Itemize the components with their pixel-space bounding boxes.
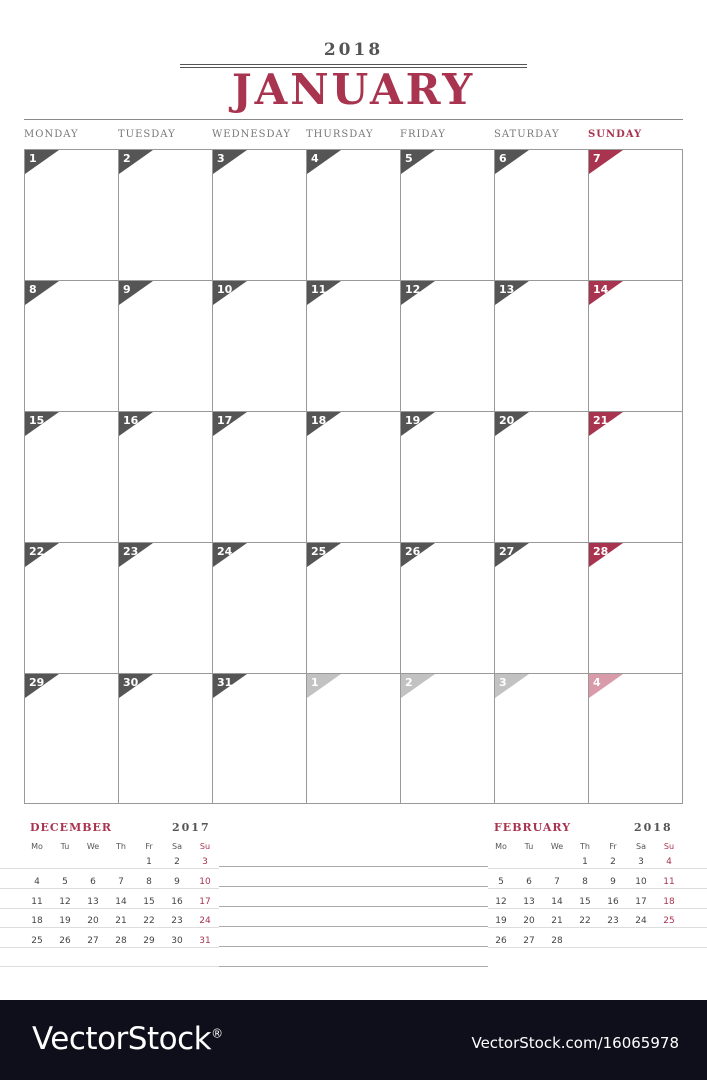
day-cell[interactable] bbox=[119, 412, 213, 543]
mini-day: 14 bbox=[115, 897, 127, 907]
mini-day: 10 bbox=[199, 877, 211, 887]
day-number: 8 bbox=[29, 283, 37, 296]
day-cell[interactable] bbox=[495, 281, 589, 412]
mini-weekday: Tu bbox=[60, 842, 70, 851]
note-line bbox=[219, 886, 488, 887]
day-cell[interactable] bbox=[25, 150, 119, 281]
day-number: 28 bbox=[593, 545, 609, 558]
day-number: 29 bbox=[29, 676, 45, 689]
mini-day: 4 bbox=[666, 857, 672, 867]
mini-day: 1 bbox=[146, 857, 152, 867]
mini-month-name: DECEMBER bbox=[30, 821, 113, 834]
mini-day: 15 bbox=[579, 897, 591, 907]
note-line bbox=[219, 926, 488, 927]
mini-day: 8 bbox=[582, 877, 588, 887]
day-number: 31 bbox=[217, 676, 233, 689]
day-number: 14 bbox=[593, 283, 609, 296]
day-number: 26 bbox=[405, 545, 421, 558]
mini-day: 20 bbox=[523, 916, 535, 926]
mini-day: 1 bbox=[582, 857, 588, 867]
day-number: 17 bbox=[217, 414, 233, 427]
day-number: 11 bbox=[311, 283, 327, 296]
mini-day: 4 bbox=[34, 877, 40, 887]
mini-day: 17 bbox=[199, 897, 211, 907]
row-separator bbox=[0, 888, 219, 889]
day-number: 27 bbox=[499, 545, 515, 558]
mini-weekday: Mo bbox=[31, 842, 43, 851]
day-number: 2 bbox=[123, 152, 131, 165]
mini-day: 2 bbox=[610, 857, 616, 867]
note-line bbox=[219, 906, 488, 907]
day-cell[interactable] bbox=[25, 543, 119, 674]
header-divider bbox=[24, 119, 683, 120]
weekday-label: TUESDAY bbox=[118, 129, 176, 140]
mini-day: 7 bbox=[554, 877, 560, 887]
mini-day: 17 bbox=[635, 897, 647, 907]
day-number: 3 bbox=[217, 152, 225, 165]
day-number: 1 bbox=[311, 676, 319, 689]
mini-day: 9 bbox=[610, 877, 616, 887]
day-cell[interactable] bbox=[213, 412, 307, 543]
mini-weekday: Fr bbox=[609, 842, 617, 851]
day-number: 1 bbox=[29, 152, 37, 165]
mini-weekday: Su bbox=[199, 842, 211, 851]
mini-day: 24 bbox=[199, 916, 211, 926]
day-cell[interactable] bbox=[495, 543, 589, 674]
mini-day: 27 bbox=[87, 936, 99, 946]
weekday-label: MONDAY bbox=[24, 129, 79, 140]
mini-weekday: Th bbox=[580, 842, 590, 851]
day-cell[interactable] bbox=[119, 150, 213, 281]
day-number: 25 bbox=[311, 545, 327, 558]
watermark-logo: VectorStock® bbox=[32, 1021, 223, 1057]
day-cell[interactable] bbox=[401, 543, 495, 674]
day-number: 7 bbox=[593, 152, 601, 165]
day-number: 4 bbox=[593, 676, 601, 689]
mini-year: 2017 bbox=[172, 821, 211, 834]
day-cell[interactable] bbox=[495, 412, 589, 543]
mini-day: 9 bbox=[174, 877, 180, 887]
mini-weekday: Tu bbox=[524, 842, 534, 851]
day-cell[interactable] bbox=[401, 674, 495, 803]
row-separator bbox=[0, 966, 219, 967]
mini-day: 15 bbox=[143, 897, 155, 907]
day-number: 20 bbox=[499, 414, 515, 427]
row-separator bbox=[488, 947, 707, 948]
mini-day: 28 bbox=[551, 936, 563, 946]
day-cell[interactable] bbox=[495, 150, 589, 281]
day-cell[interactable] bbox=[307, 150, 401, 281]
day-cell[interactable] bbox=[213, 281, 307, 412]
mini-day: 31 bbox=[199, 936, 211, 946]
day-cell[interactable] bbox=[307, 281, 401, 412]
row-separator bbox=[488, 868, 707, 869]
mini-weekday: Mo bbox=[495, 842, 507, 851]
mini-day: 13 bbox=[87, 897, 99, 907]
day-number: 10 bbox=[217, 283, 233, 296]
mini-day: 16 bbox=[607, 897, 619, 907]
weekday-label: FRIDAY bbox=[400, 129, 446, 140]
mini-day: 18 bbox=[663, 897, 675, 907]
day-cell[interactable] bbox=[589, 412, 682, 543]
mini-day: 5 bbox=[62, 877, 68, 887]
day-cell[interactable] bbox=[307, 543, 401, 674]
mini-month-name: FEBRUARY bbox=[494, 821, 572, 834]
weekday-label: SATURDAY bbox=[494, 129, 560, 140]
mini-day: 12 bbox=[495, 897, 507, 907]
mini-day: 24 bbox=[635, 916, 647, 926]
row-separator bbox=[0, 868, 219, 869]
mini-day: 30 bbox=[171, 936, 183, 946]
row-separator bbox=[0, 927, 219, 928]
day-cell[interactable] bbox=[589, 674, 682, 803]
day-number: 23 bbox=[123, 545, 139, 558]
day-number: 12 bbox=[405, 283, 421, 296]
day-cell[interactable] bbox=[307, 674, 401, 803]
row-separator bbox=[488, 927, 707, 928]
day-cell[interactable] bbox=[25, 281, 119, 412]
mini-day: 21 bbox=[551, 916, 563, 926]
mini-day: 20 bbox=[87, 916, 99, 926]
mini-day: 25 bbox=[663, 916, 675, 926]
day-number: 22 bbox=[29, 545, 45, 558]
day-number: 30 bbox=[123, 676, 139, 689]
mini-day: 14 bbox=[551, 897, 563, 907]
mini-weekday: We bbox=[550, 842, 564, 851]
day-number: 15 bbox=[29, 414, 45, 427]
day-cell[interactable] bbox=[589, 543, 682, 674]
mini-weekday: Sa bbox=[636, 842, 646, 851]
mini-day: 25 bbox=[31, 936, 43, 946]
day-number: 2 bbox=[405, 676, 413, 689]
mini-weekday: We bbox=[86, 842, 100, 851]
mini-day: 23 bbox=[607, 916, 619, 926]
day-cell[interactable] bbox=[495, 674, 589, 803]
mini-day: 7 bbox=[118, 877, 124, 887]
mini-weekday: Th bbox=[116, 842, 126, 851]
weekday-label: WEDNESDAY bbox=[212, 129, 291, 140]
mini-day: 19 bbox=[495, 916, 507, 926]
day-cell[interactable] bbox=[119, 543, 213, 674]
day-cell[interactable] bbox=[25, 674, 119, 803]
note-line bbox=[219, 946, 488, 947]
day-cell[interactable] bbox=[119, 674, 213, 803]
mini-day: 11 bbox=[663, 877, 675, 887]
weekday-label: SUNDAY bbox=[588, 129, 643, 140]
day-cell[interactable] bbox=[25, 412, 119, 543]
day-number: 5 bbox=[405, 152, 413, 165]
weekday-label: THURSDAY bbox=[306, 129, 374, 140]
note-line bbox=[219, 866, 488, 867]
mini-year: 2018 bbox=[634, 821, 673, 834]
row-separator bbox=[0, 947, 219, 948]
day-cell[interactable] bbox=[119, 281, 213, 412]
day-number: 3 bbox=[499, 676, 507, 689]
mini-day: 3 bbox=[638, 857, 644, 867]
mini-weekday: Su bbox=[663, 842, 675, 851]
mini-day: 22 bbox=[579, 916, 591, 926]
mini-day: 5 bbox=[498, 877, 504, 887]
mini-day: 26 bbox=[495, 936, 507, 946]
row-separator bbox=[488, 888, 707, 889]
mini-day: 2 bbox=[174, 857, 180, 867]
day-number: 13 bbox=[499, 283, 515, 296]
row-separator bbox=[0, 908, 219, 909]
day-cell[interactable] bbox=[589, 150, 682, 281]
mini-day: 6 bbox=[526, 877, 532, 887]
mini-day: 26 bbox=[59, 936, 71, 946]
mini-day: 3 bbox=[202, 857, 208, 867]
note-line bbox=[219, 966, 488, 967]
mini-day: 6 bbox=[90, 877, 96, 887]
watermark-id: VectorStock.com/16065978 bbox=[471, 1034, 679, 1052]
calendar-month: JANUARY bbox=[231, 65, 476, 114]
day-number: 9 bbox=[123, 283, 131, 296]
calendar-year: 2018 bbox=[323, 40, 384, 60]
month-grid bbox=[24, 149, 683, 804]
day-number: 16 bbox=[123, 414, 139, 427]
day-cell[interactable] bbox=[213, 150, 307, 281]
mini-day: 10 bbox=[635, 877, 647, 887]
mini-day: 19 bbox=[59, 916, 71, 926]
mini-day: 18 bbox=[31, 916, 43, 926]
mini-day: 11 bbox=[31, 897, 43, 907]
mini-day: 21 bbox=[115, 916, 127, 926]
mini-day: 13 bbox=[523, 897, 535, 907]
mini-weekday: Sa bbox=[172, 842, 182, 851]
day-cell[interactable] bbox=[213, 674, 307, 803]
day-cell[interactable] bbox=[213, 543, 307, 674]
mini-day: 23 bbox=[171, 916, 183, 926]
day-cell[interactable] bbox=[307, 412, 401, 543]
mini-day: 8 bbox=[146, 877, 152, 887]
day-cell[interactable] bbox=[401, 412, 495, 543]
mini-day: 29 bbox=[143, 936, 155, 946]
mini-day: 22 bbox=[143, 916, 155, 926]
day-cell[interactable] bbox=[401, 281, 495, 412]
mini-day: 27 bbox=[523, 936, 535, 946]
day-number: 6 bbox=[499, 152, 507, 165]
day-number: 4 bbox=[311, 152, 319, 165]
day-cell[interactable] bbox=[401, 150, 495, 281]
day-number: 21 bbox=[593, 414, 609, 427]
row-separator bbox=[488, 908, 707, 909]
day-cell[interactable] bbox=[589, 281, 682, 412]
mini-day: 12 bbox=[59, 897, 71, 907]
mini-day: 28 bbox=[115, 936, 127, 946]
day-number: 18 bbox=[311, 414, 327, 427]
mini-weekday: Fr bbox=[145, 842, 153, 851]
day-number: 19 bbox=[405, 414, 421, 427]
mini-day: 16 bbox=[171, 897, 183, 907]
day-number: 24 bbox=[217, 545, 233, 558]
